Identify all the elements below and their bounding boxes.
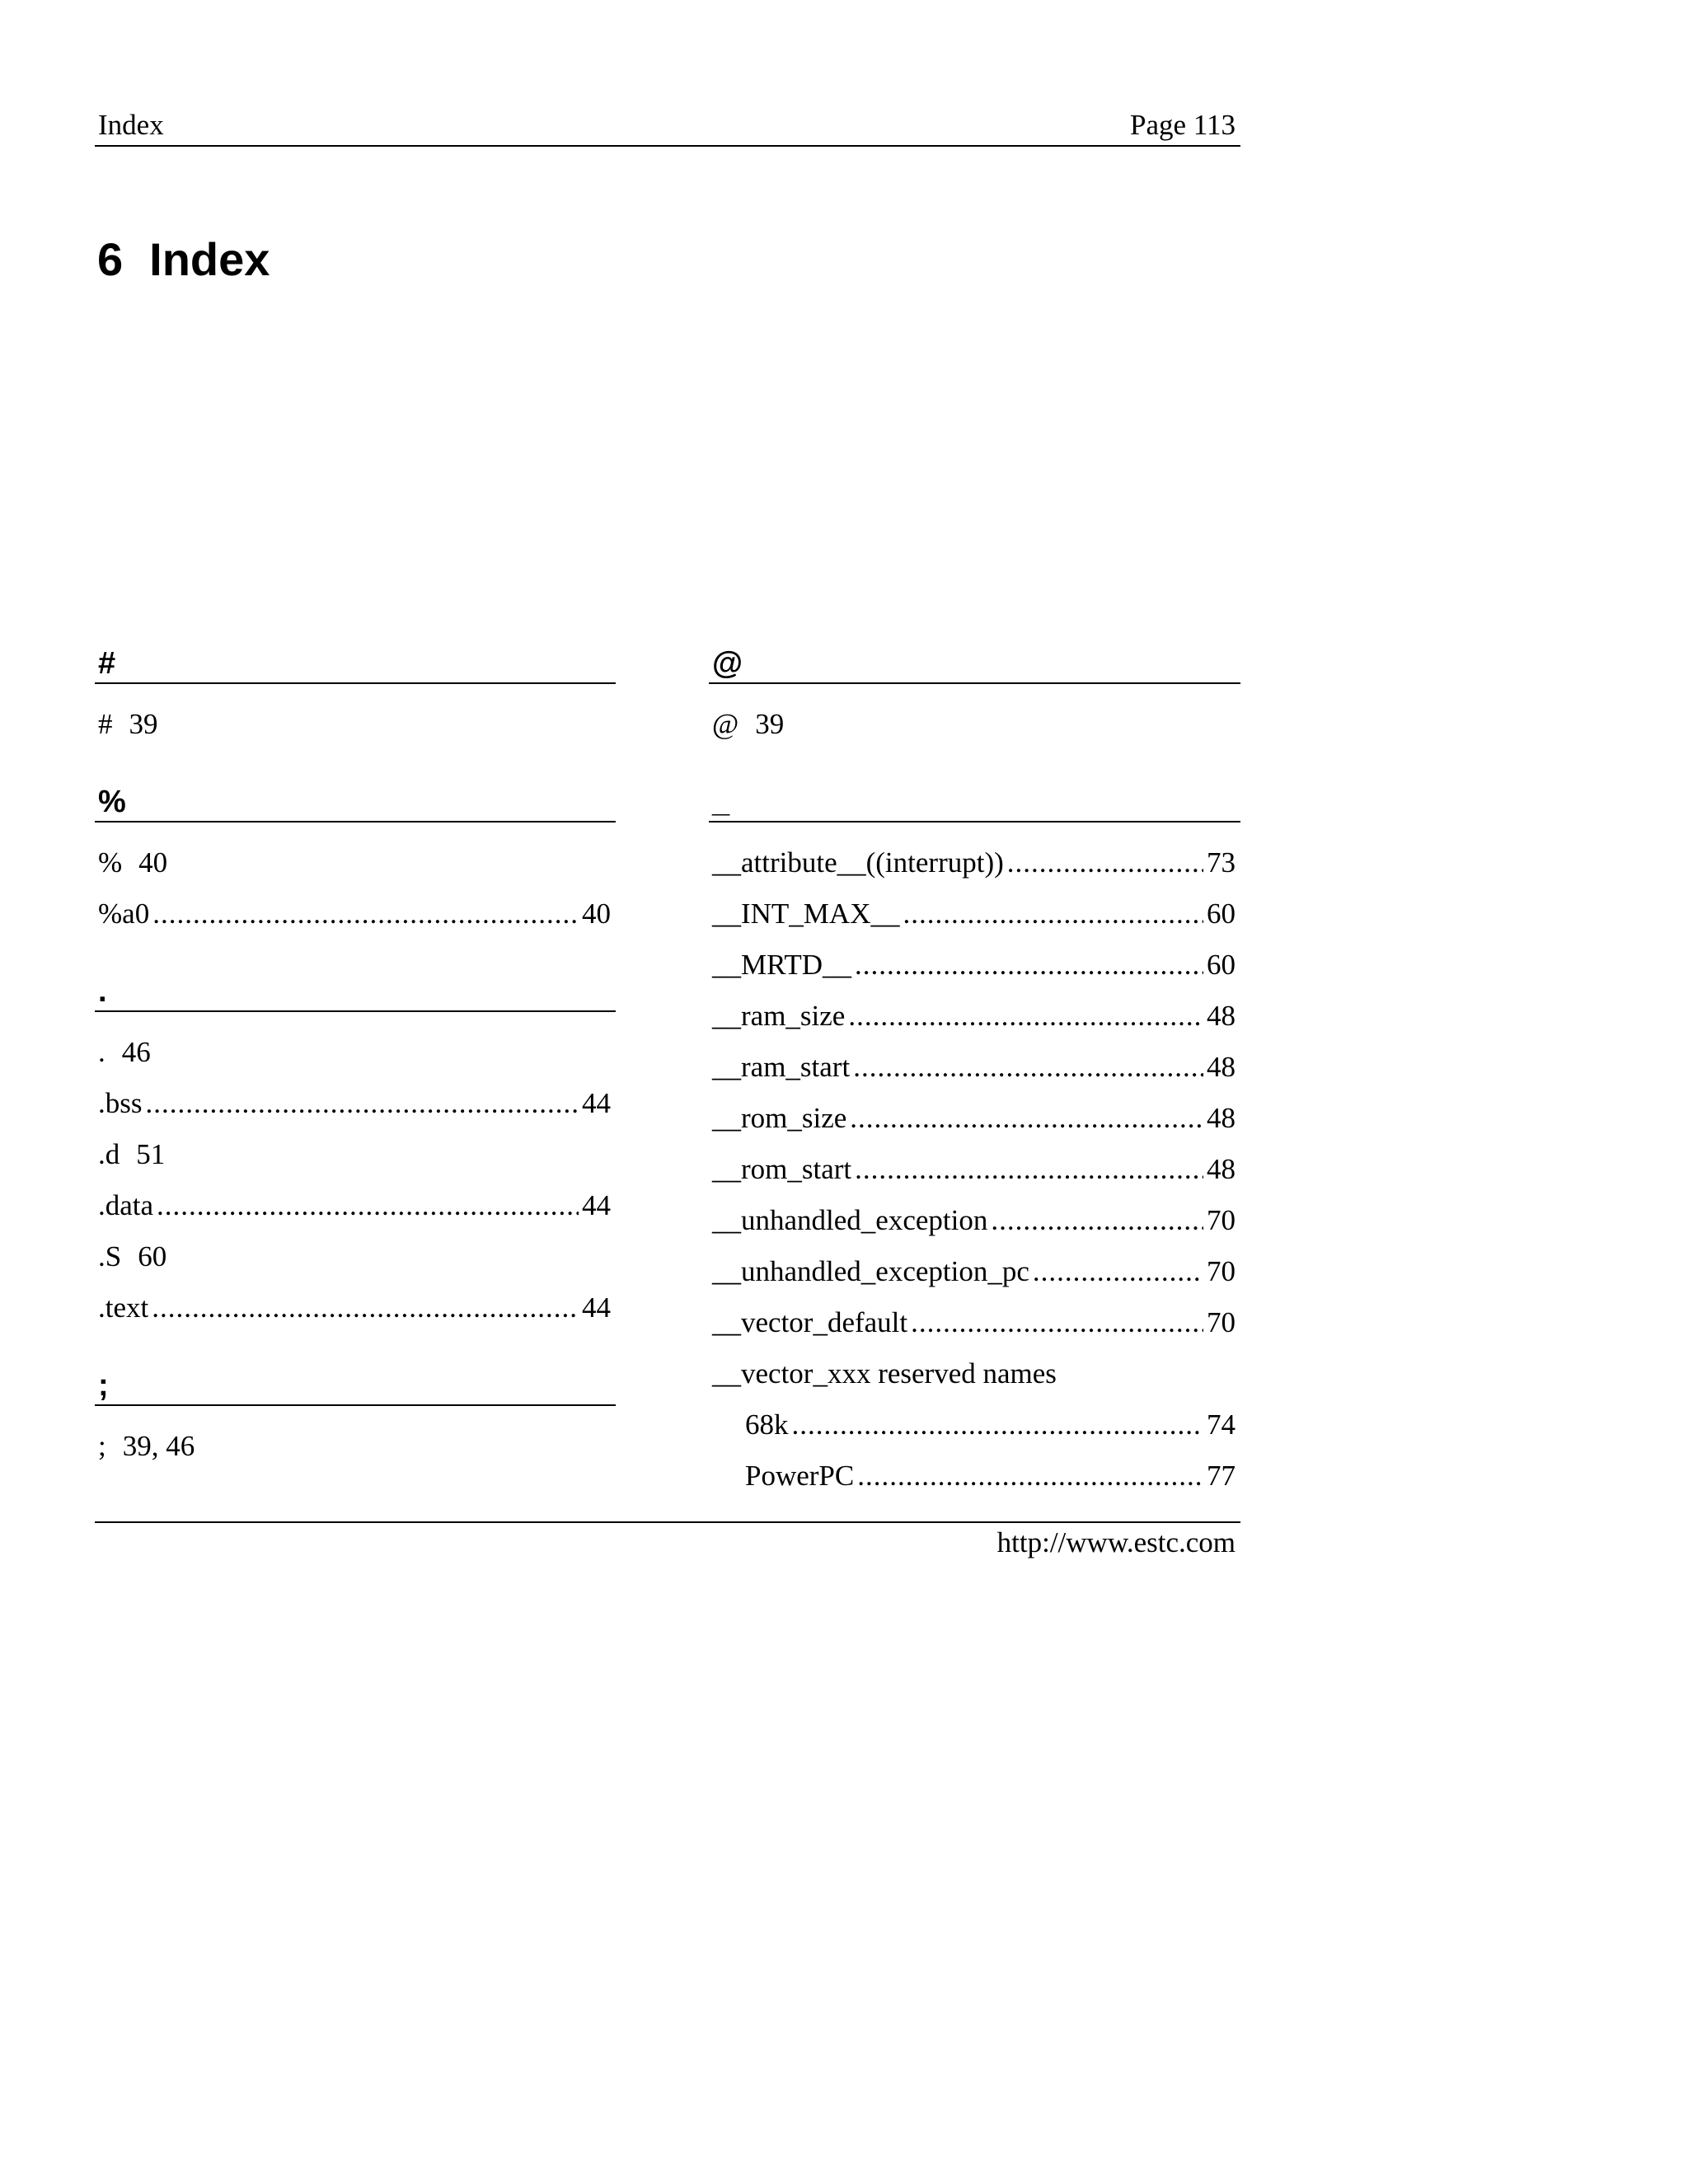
index-entry: [709, 1144, 1240, 1195]
index-page-ref: 77: [1207, 1460, 1236, 1492]
index-term: .d: [98, 1138, 120, 1170]
index-term: __vector_xxx reserved names: [712, 1357, 1057, 1390]
index-term: __unhandled_exception_pc: [712, 1255, 1029, 1287]
index-entry: [95, 1421, 616, 1472]
index-entry: [709, 1042, 1240, 1093]
index-term: .bss: [98, 1087, 143, 1119]
index-entry-list: [709, 823, 1240, 1531]
dot-leader: [848, 991, 1203, 1042]
index-entry: [709, 1297, 1240, 1348]
index-term: .text: [98, 1291, 149, 1324]
dot-leader: [857, 1451, 1203, 1502]
index-term: .data: [98, 1189, 154, 1221]
index-page-ref: 48: [1207, 1102, 1236, 1134]
running-footer: [95, 1521, 1240, 1558]
index-page-ref: 60: [1207, 898, 1236, 930]
index-page-ref: 46: [121, 1036, 151, 1068]
dot-leader: [792, 1399, 1204, 1451]
index-page-ref: 70: [1207, 1255, 1236, 1287]
index-entry: [709, 699, 1240, 750]
index-term: @: [712, 708, 739, 740]
index-entry: [709, 1195, 1240, 1246]
index-term: __rom_size: [712, 1102, 847, 1134]
dot-leader: [853, 1042, 1203, 1093]
chapter-heading: [97, 232, 270, 286]
index-page-ref: 51: [136, 1138, 166, 1170]
dot-leader: [911, 1297, 1203, 1348]
index-section-letter: .: [98, 974, 107, 1009]
index-page-ref: 44: [582, 1291, 611, 1324]
index-page-ref: 48: [1207, 1153, 1236, 1185]
index-entry: [95, 1180, 616, 1231]
index-entry: [95, 1282, 616, 1333]
index-page-ref: 39: [755, 708, 785, 740]
index-entry: [95, 699, 616, 750]
dot-leader: [152, 888, 579, 940]
index-entry: [709, 1348, 1240, 1399]
dot-leader: [1007, 837, 1203, 888]
index-term: .: [98, 1036, 106, 1068]
index-section-letter: ;: [98, 1368, 109, 1403]
index-entry: [95, 888, 616, 940]
index-term: __vector_default: [712, 1306, 908, 1338]
index-entry: [709, 888, 1240, 940]
index-term: 68k: [745, 1408, 789, 1441]
index-entry: [95, 1231, 616, 1282]
index-term: ;: [98, 1430, 106, 1462]
index-section-heading: [95, 1363, 616, 1406]
chapter-title: Index: [149, 233, 270, 285]
index-entry: [709, 1246, 1240, 1297]
index-term: __rom_start: [712, 1153, 852, 1185]
index-column-right: [709, 641, 1240, 1531]
index-page-ref: 44: [582, 1189, 611, 1221]
index-entry: [95, 1078, 616, 1129]
index-term: .S: [98, 1240, 122, 1272]
index-page-ref: 40: [138, 846, 168, 879]
index-term: __MRTD__: [712, 949, 852, 981]
index-term: %: [98, 846, 123, 879]
index-page-ref: 40: [582, 898, 611, 930]
index-section-letter: @: [712, 646, 743, 681]
index-page-ref: 74: [1207, 1408, 1236, 1441]
index-term: #: [98, 708, 113, 740]
index-entry: [709, 837, 1240, 888]
index-page-ref: 39: [129, 708, 158, 740]
index-page-ref: 44: [582, 1087, 611, 1119]
index-entry: [709, 1093, 1240, 1144]
dot-leader: [855, 1144, 1203, 1195]
index-entry-list: [95, 1406, 616, 1502]
index-term: %a0: [98, 898, 150, 930]
index-entry-list: [95, 1012, 616, 1363]
index-page-ref: 39, 46: [122, 1430, 195, 1462]
chapter-number: 6: [97, 233, 124, 285]
index-page-ref: 48: [1207, 1000, 1236, 1032]
dot-leader: [157, 1180, 579, 1231]
dot-leader: [855, 940, 1203, 991]
index-page-ref: 60: [138, 1240, 167, 1272]
dot-leader: [152, 1282, 579, 1333]
running-header: [95, 102, 1240, 147]
index-entry: [709, 940, 1240, 991]
index-section-heading: [95, 969, 616, 1012]
index-section-letter: _: [712, 785, 730, 819]
index-entry: [709, 991, 1240, 1042]
index-term: __INT_MAX__: [712, 898, 900, 930]
index-page-ref: 70: [1207, 1204, 1236, 1236]
header-section-title: Index: [98, 109, 164, 141]
index-term: __ram_start: [712, 1051, 851, 1083]
index-term: PowerPC: [745, 1460, 855, 1492]
index-entry: [95, 837, 616, 888]
dot-leader: [991, 1195, 1203, 1246]
footer-url: http://www.estc.com: [996, 1526, 1236, 1558]
index-page-ref: 70: [1207, 1306, 1236, 1338]
dot-leader: [1033, 1246, 1203, 1297]
index-section-letter: %: [98, 785, 126, 819]
index-term: __unhandled_exception: [712, 1204, 988, 1236]
index-subentry: [709, 1451, 1240, 1502]
index-term: __attribute__((interrupt)): [712, 846, 1004, 879]
index-entry: [95, 1027, 616, 1078]
index-entry: [95, 1129, 616, 1180]
index-section-heading: [709, 780, 1240, 823]
index-entry-list: [709, 684, 1240, 780]
dot-leader: [850, 1093, 1203, 1144]
index-entry-list: [95, 684, 616, 780]
index-entry-list: [95, 823, 616, 969]
header-page-number: Page 113: [1130, 109, 1236, 141]
index-column-left: [95, 641, 616, 1502]
index-section-heading: [95, 780, 616, 823]
dot-leader: [903, 888, 1203, 940]
dot-leader: [146, 1078, 579, 1129]
index-page-ref: 73: [1207, 846, 1236, 879]
index-term: __ram_size: [712, 1000, 846, 1032]
index-page-ref: 48: [1207, 1051, 1236, 1083]
index-section-heading: [95, 641, 616, 684]
index-subentry: [709, 1399, 1240, 1451]
index-section-heading: [709, 641, 1240, 684]
index-page-ref: 60: [1207, 949, 1236, 981]
index-section-letter: #: [98, 646, 116, 681]
